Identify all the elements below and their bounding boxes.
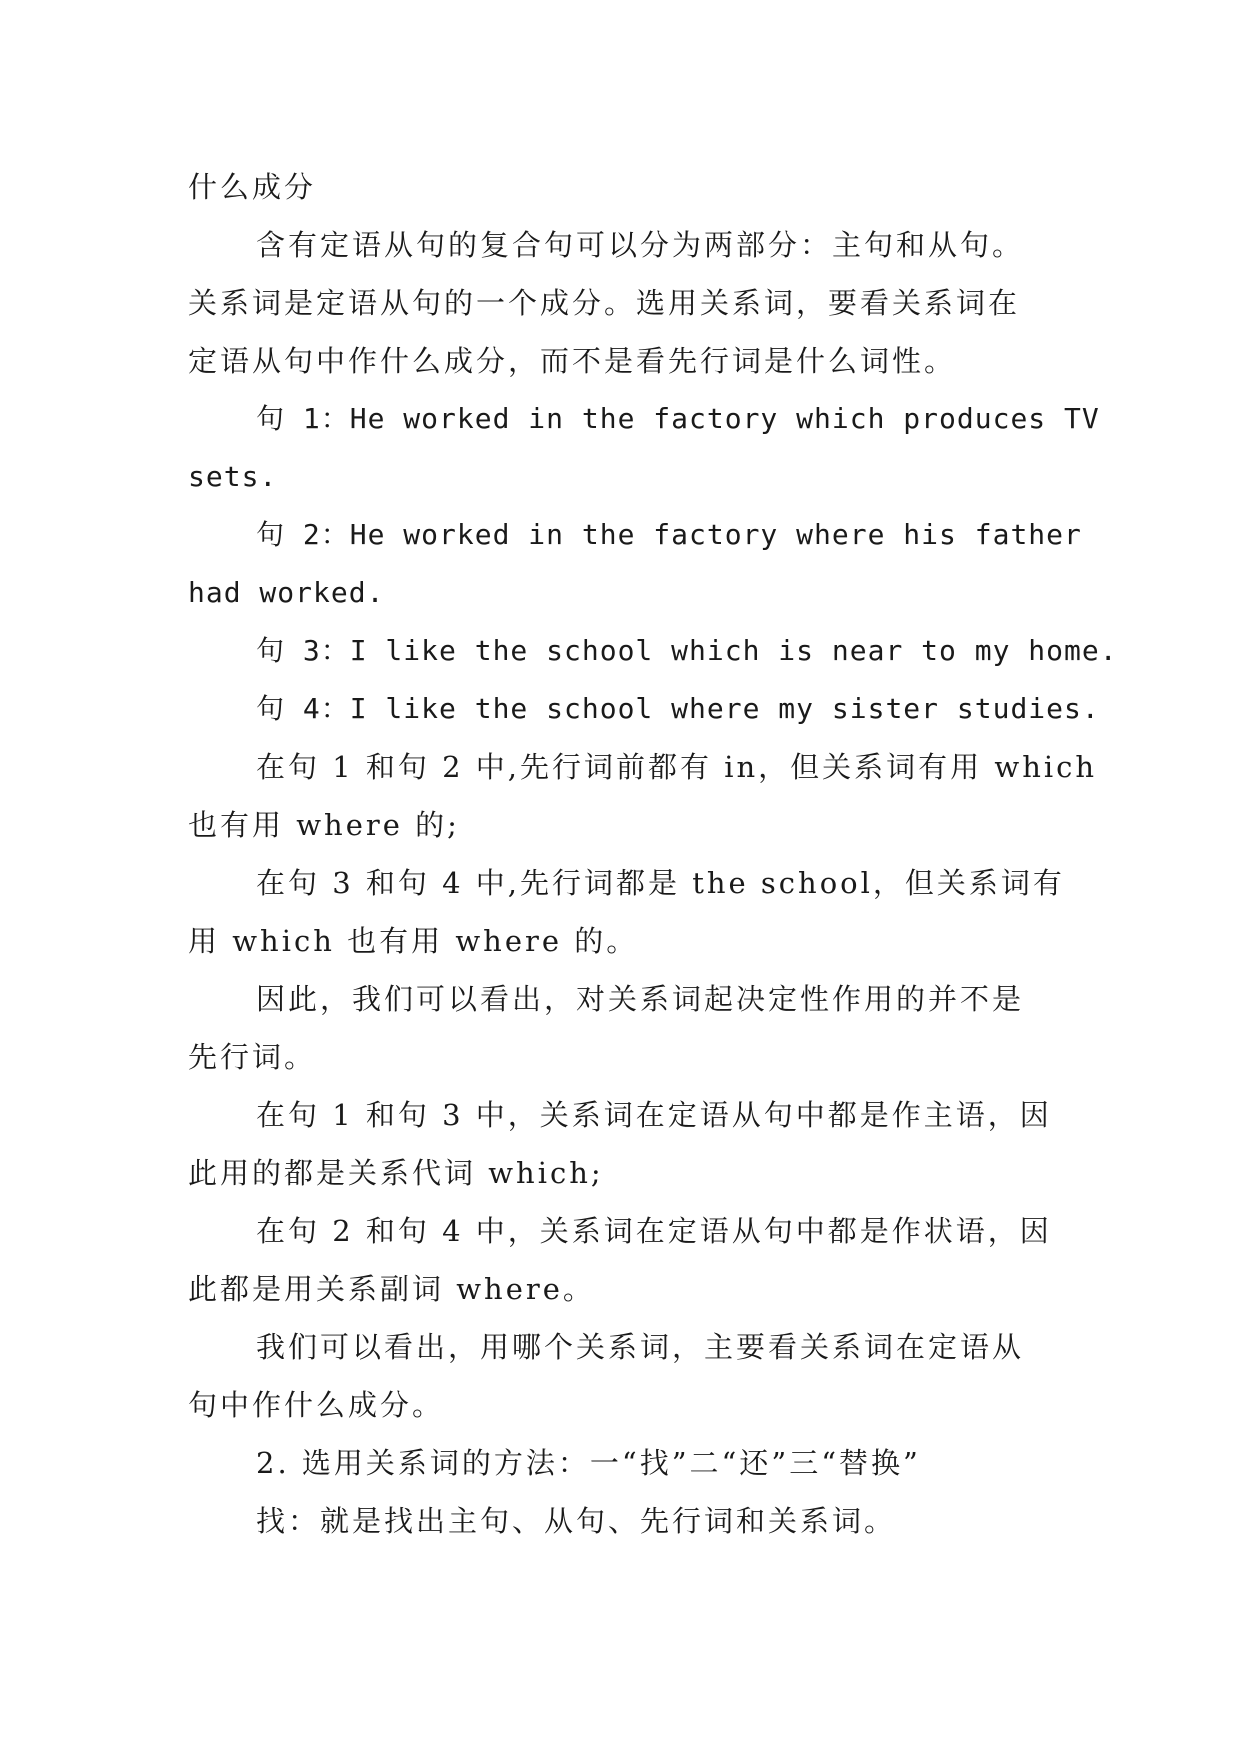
text-line: 此都是用关系副词 where。 xyxy=(188,1272,595,1306)
text-line: 含有定语从句的复合句可以分为两部分：主句和从句。 xyxy=(256,228,1025,262)
example-sentence-1: 句 1：He worked in the factory which produces TV xyxy=(256,402,1100,435)
example-sentence-2: 句 2：He worked in the factory where his father xyxy=(256,518,1082,551)
section-heading: 2. 选用关系词的方法：一“找”二“还”三“替换” xyxy=(256,1446,921,1480)
text-line: 找：就是找出主句、从句、先行词和关系词。 xyxy=(256,1504,897,1538)
text-line: had worked. xyxy=(188,576,385,609)
text-line: 也有用 where 的; xyxy=(188,808,460,842)
text-line: 句中作什么成分。 xyxy=(188,1388,445,1422)
text-line: 在句 3 和句 4 中,先行词都是 the school，但关系词有 xyxy=(256,866,1065,900)
text-line: 此用的都是关系代词 which; xyxy=(188,1156,604,1190)
text-line: 我们可以看出，用哪个关系词，主要看关系词在定语从 xyxy=(256,1330,1025,1364)
text-line: sets. xyxy=(188,460,278,493)
text-line: 定语从句中作什么成分，而不是看先行词是什么词性。 xyxy=(188,344,957,378)
text-line: 用 which 也有用 where 的。 xyxy=(188,924,639,958)
example-sentence-4: 句 4：I like the school where my sister studies. xyxy=(256,692,1100,725)
text-line: 在句 1 和句 3 中，关系词在定语从句中都是作主语，因 xyxy=(256,1098,1052,1132)
text-line: 什么成分 xyxy=(188,170,317,204)
text-line: 在句 2 和句 4 中，关系词在定语从句中都是作状语，因 xyxy=(256,1214,1052,1248)
text-line: 先行词。 xyxy=(188,1040,317,1074)
body-text xyxy=(188,158,1118,1550)
example-sentence-3: 句 3：I like the school which is near to my home. xyxy=(256,634,1118,667)
text-line: 关系词是定语从句的一个成分。选用关系词，要看关系词在 xyxy=(188,286,1021,320)
text-line: 在句 1 和句 2 中,先行词前都有 in，但关系词有用 which xyxy=(256,750,1098,784)
text-line: 因此，我们可以看出，对关系词起决定性作用的并不是 xyxy=(256,982,1025,1016)
